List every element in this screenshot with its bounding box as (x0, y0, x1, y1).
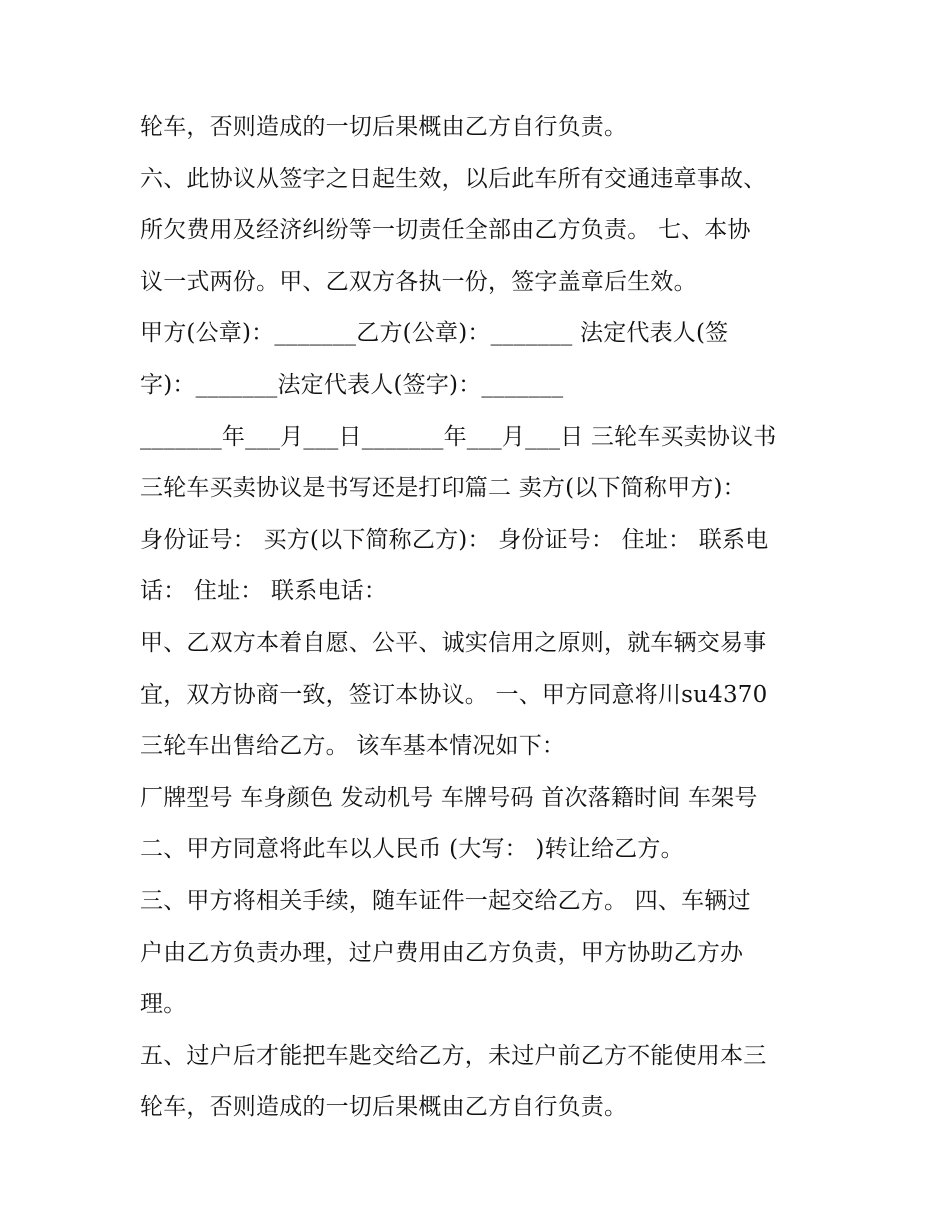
text-line: 议一式两份。甲、乙双方各执一份，签字盖章后生效。 (140, 268, 697, 295)
text-line: 六、此协议从签字之日起生效，以后此车所有交通违章事故、 (140, 165, 767, 192)
text-line: 三、甲方将相关手续，随车证件一起交给乙方。 四、车辆过 (140, 887, 751, 914)
text-line: 厂牌型号 车身颜色 发动机号 车牌号码 首次落籍时间 车架号 (140, 784, 758, 811)
document-body (140, 102, 830, 1134)
text-line: 二、甲方同意将此车以人民币 (大写： )转让给乙方。 (140, 836, 684, 863)
text-line: 五、过户后才能把车匙交给乙方，未过户前乙方不能使用本三 (140, 1042, 767, 1069)
text-line: 字)：_______法定代表人(签字)：_______ (140, 371, 564, 398)
text-line: 甲方(公章)：_______乙方(公章)：_______ 法定代表人(签 (140, 320, 729, 347)
text-line: 轮车，否则造成的一切后果概由乙方自行负责。 (140, 114, 628, 140)
text-line: 甲、乙双方本着自愿、公平、诚实信用之原则，就车辆交易事 (140, 629, 767, 656)
text-line: 所欠费用及经济纠纷等一切责任全部由乙方负责。 七、本协 (140, 217, 751, 244)
text-line: _______年___月___日_______年___月___日 三轮车买卖协议书 (140, 423, 777, 450)
text-line: 三轮车买卖协议是书写还是打印篇二 卖方(以下简称甲方)： (140, 475, 746, 502)
text-line: 理。 (140, 991, 187, 1018)
text-line: 身份证号： 买方(以下简称乙方)： 身份证号： 住址： 联系电 (140, 526, 769, 553)
text-line: 宜，双方协商一致，签订本协议。 一、甲方同意将川su4370 (140, 681, 768, 708)
text-line: 话： 住址： 联系电话： (140, 578, 388, 605)
text-line: 户由乙方负责办理，过户费用由乙方负责，甲方协助乙方办 (140, 939, 744, 966)
text-line: 三轮车出售给乙方。 该车基本情况如下： (140, 733, 566, 760)
text-line: 轮车，否则造成的一切后果概由乙方自行负责。 (140, 1094, 628, 1121)
